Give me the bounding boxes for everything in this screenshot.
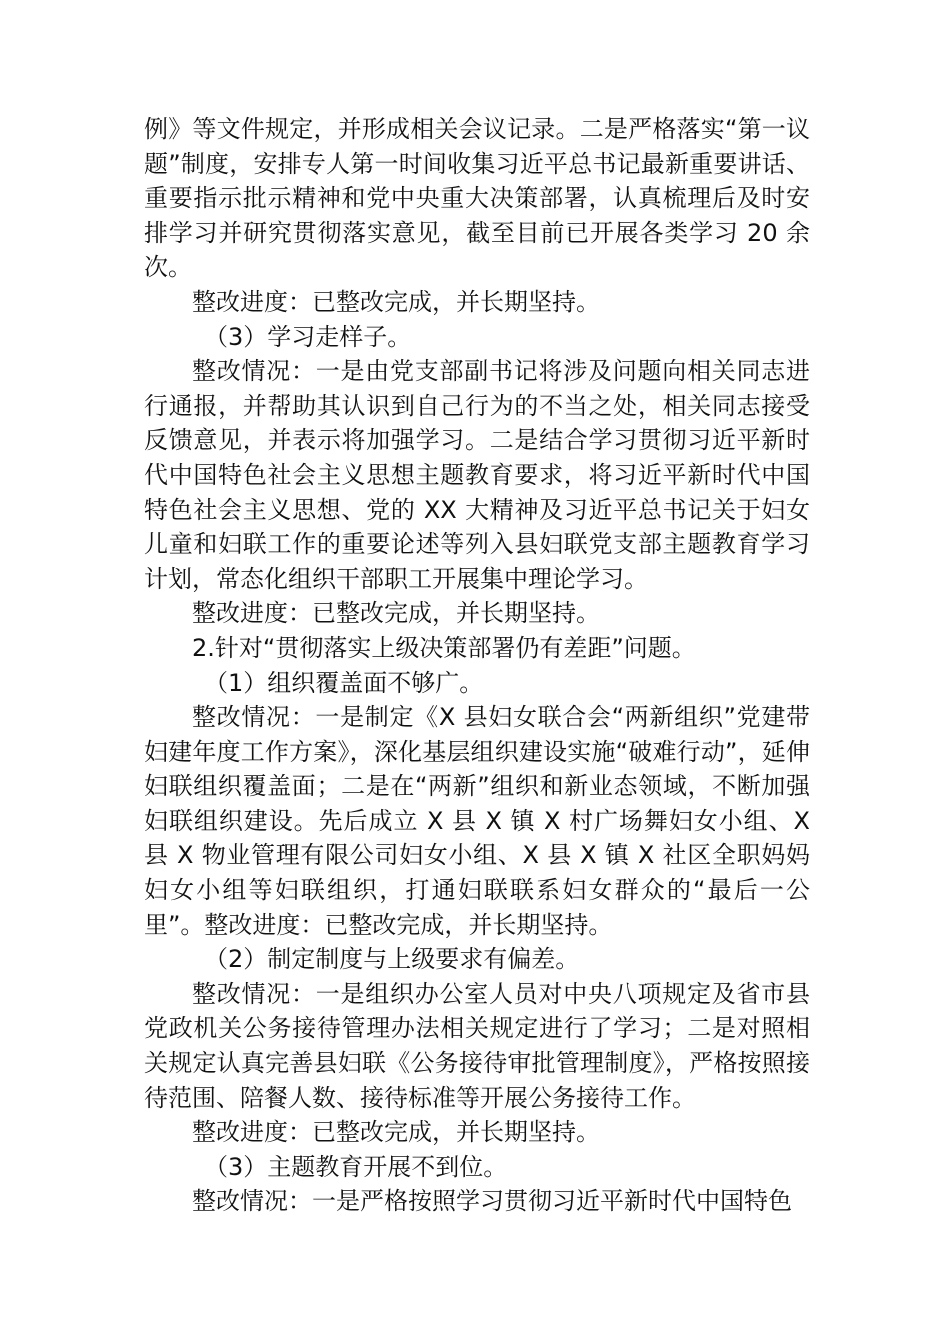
paragraph-continuation: 例》等文件规定，并形成相关会议记录。二是严格落实“第一议题”制度，安排专人第一时间收集习近平总书记最新重要讲话、重要指示批示精神和党中央重大决策部署，认真梳理后及时安排学习并研究贯彻落实意见，截至目前已开展各类学习 20 余次。 — [144, 115, 810, 282]
paragraph-progress: 整改进度：已整改完成，并长期坚持。 — [192, 1118, 600, 1147]
section-heading: 2.针对“贯彻落实上级决策部署仍有差距”问题。 — [192, 633, 696, 662]
paragraph-rectification: 整改情况：一是严格按照学习贯彻习近平新时代中国特色 — [192, 1187, 792, 1216]
subheading-item: （3）学习走样子。 — [204, 322, 412, 351]
document-body — [144, 112, 810, 1219]
paragraph-rectification: 整改情况：一是由党支部副书记将涉及问题向相关同志进行通报，并帮助其认识到自己行为的不当之处，相关同志接受反馈意见，并表示将加强学习。二是结合学习贯彻习近平新时代中国特色社会主义思想主题教育要求，将习近平新时代中国特色社会主义思想、党的 XX 大精神及习近平总书记关于妇女儿童和妇联工作的重要论述等列入县妇联党支部主题教育学习计划，常态化组织干部职工开展集中理论学习。 — [144, 357, 810, 593]
subheading-item: （2）制定制度与上级要求有偏差。 — [204, 945, 580, 974]
subheading-item: （1）组织覆盖面不够广。 — [204, 668, 484, 697]
subheading-item: （3）主题教育开展不到位。 — [204, 1152, 508, 1181]
paragraph-progress: 整改进度：已整改完成，并长期坚持。 — [192, 287, 600, 316]
paragraph-rectification: 整改情况：一是制定《X 县妇女联合会“两新组织”党建带妇建年度工作方案》，深化基层组织建设实施“破难行动”，延伸妇联组织覆盖面；二是在“两新”组织和新业态领域，不断加强妇联组织建设。先后成立 X 县 X 镇 X 村广场舞妇女小组、X 县 X 物业管理有限公司妇女小组、X 县 X 镇 X 社区全职妈妈妇女小组等妇联组织，打通妇联联系妇女群众的“最后一公里”。整改进度：已整改完成，并长期坚持。 — [144, 703, 810, 939]
paragraph-rectification: 整改情况：一是组织办公室人员对中央八项规定及省市县党政机关公务接待管理办法相关规定进行了学习；二是对照相关规定认真完善县妇联《公务接待审批管理制度》，严格按照接待范围、陪餐人数、接待标准等开展公务接待工作。 — [144, 979, 810, 1112]
paragraph-progress: 整改进度：已整改完成，并长期坚持。 — [192, 599, 600, 628]
